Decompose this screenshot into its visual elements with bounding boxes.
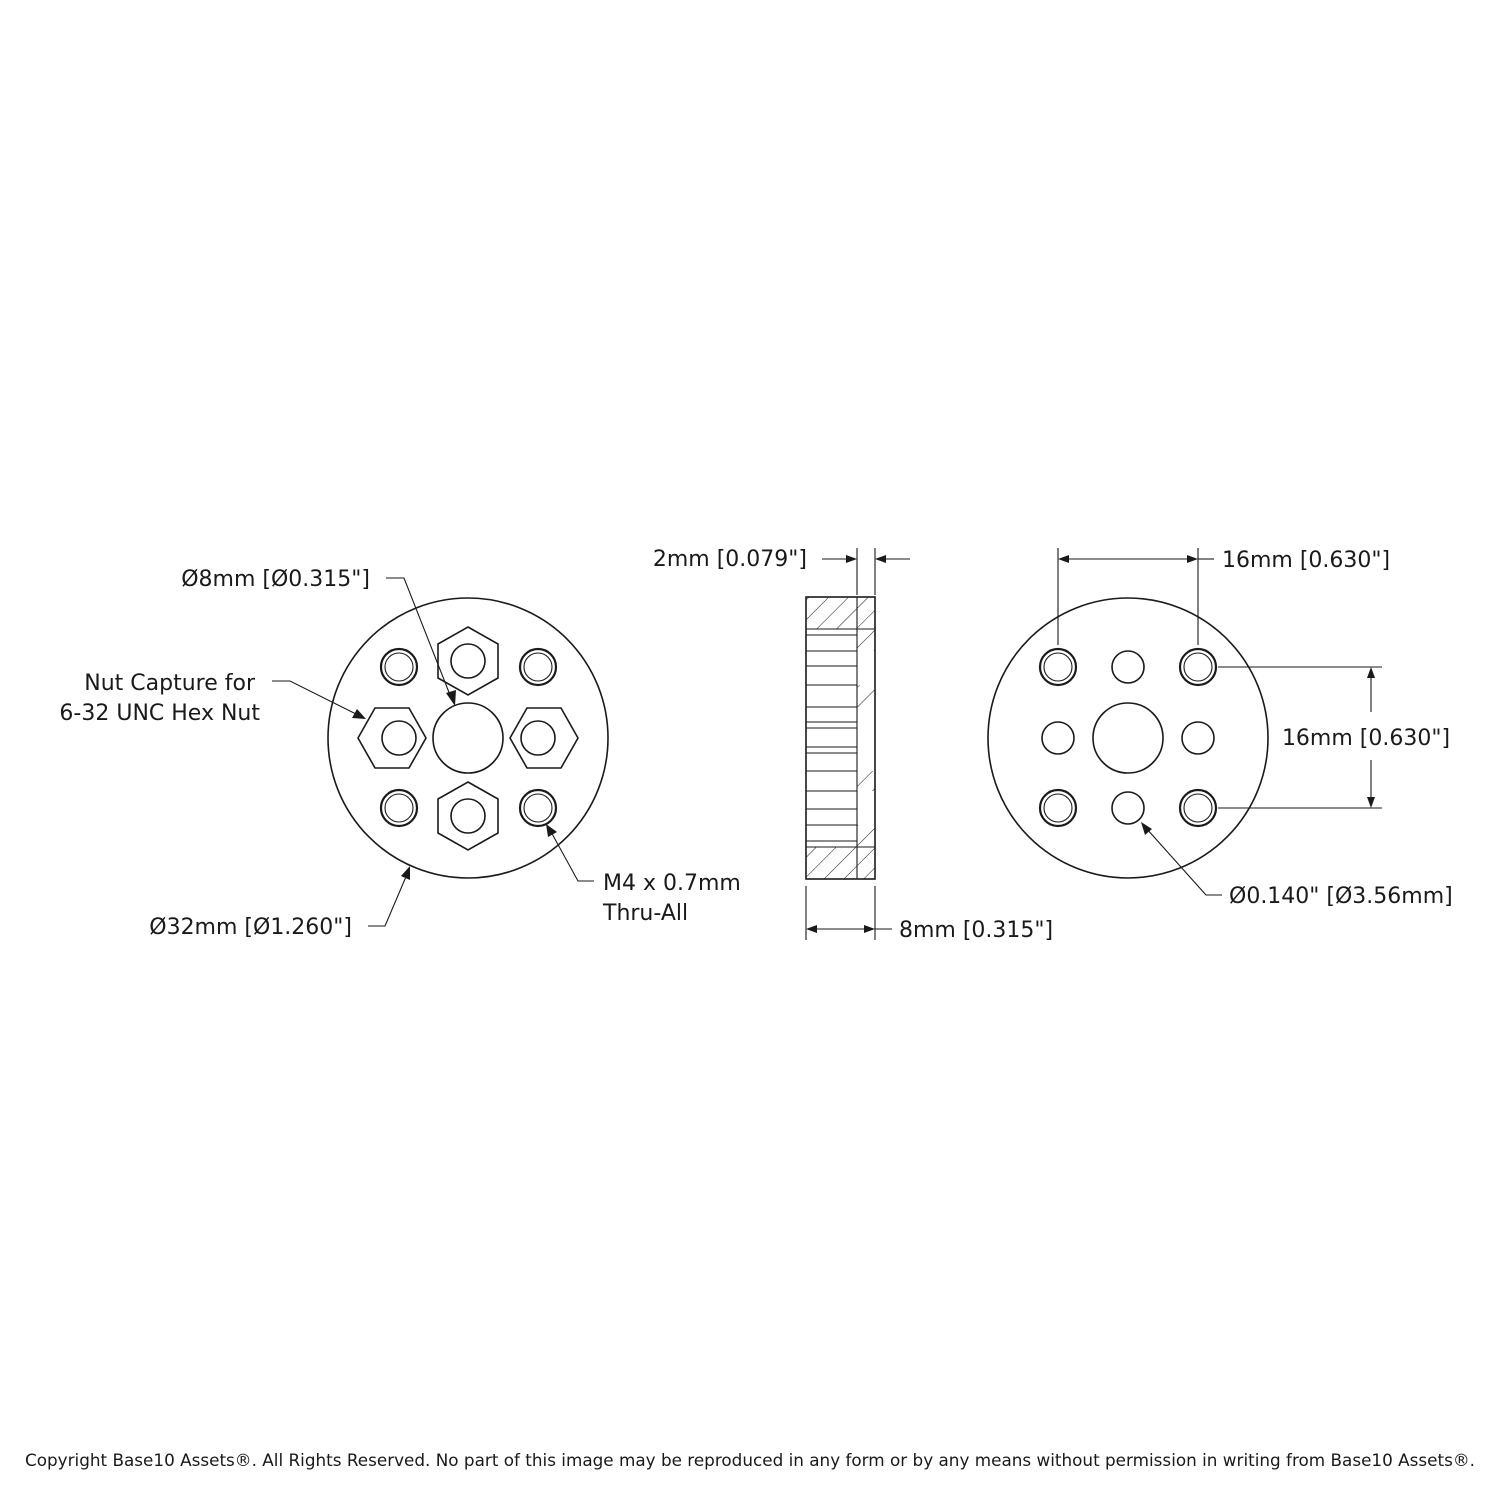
back-center-bore — [1093, 703, 1163, 773]
small-hole-label: Ø0.140" [Ø3.56mm] — [1229, 884, 1453, 909]
horizontal-spacing-label: 16mm [0.630"] — [1222, 548, 1391, 573]
small-hole-top — [1112, 651, 1144, 683]
horizontal-spacing-dimension — [1058, 548, 1214, 645]
small-hole-right — [1182, 722, 1214, 754]
tapped-hole-leader — [546, 824, 594, 881]
back-tapped-hole-bl — [1040, 790, 1076, 826]
nut-capture-top — [438, 627, 498, 695]
copyright-notice: Copyright Base10 Assets®. All Rights Reserved. No part of this image may be reproduced in any form or by any means without permission in writing from Base10 Assets®. — [25, 1451, 1475, 1471]
back-tapped-hole-br — [1180, 790, 1216, 826]
tapped-hole-label-line2: Thru-All — [603, 901, 689, 926]
back-tapped-hole-tr — [1180, 649, 1216, 685]
thickness-dimension — [806, 886, 892, 940]
vertical-spacing-label: 16mm [0.630"] — [1281, 726, 1451, 751]
outer-profile — [328, 598, 608, 878]
nut-capture-left — [358, 708, 426, 768]
recess-depth-dimension — [822, 548, 910, 595]
front-view — [59, 567, 740, 940]
nut-capture-bottom — [438, 782, 498, 850]
center-bore — [433, 703, 503, 773]
recess-depth-label: 2mm [0.079"] — [652, 547, 807, 572]
tapped-hole-bl — [381, 790, 417, 826]
tapped-hole-br — [520, 790, 556, 826]
back-tapped-hole-tl — [1040, 649, 1076, 685]
outer-diameter-leader — [368, 866, 410, 926]
back-outer-profile — [988, 598, 1268, 878]
thickness-label: 8mm [0.315"] — [899, 918, 1054, 943]
nut-capture-label-line2: 6-32 UNC Hex Nut — [59, 701, 260, 726]
small-hole-bottom — [1112, 792, 1144, 824]
tapped-hole-label-line1: M4 x 0.7mm — [603, 871, 741, 896]
outer-diameter-label: Ø32mm [Ø1.260"] — [149, 915, 352, 940]
nut-capture-label-line1: Nut Capture for — [84, 671, 255, 696]
small-hole-leader — [1141, 822, 1222, 895]
back-view — [988, 548, 1453, 909]
nut-capture-leader — [272, 681, 366, 719]
nut-capture-right — [510, 708, 578, 768]
center-bore-leader — [386, 578, 456, 706]
center-bore-label: Ø8mm [Ø0.315"] — [181, 567, 370, 592]
tapped-hole-tl — [381, 649, 417, 685]
tapped-hole-tr — [520, 649, 556, 685]
small-hole-left — [1042, 722, 1074, 754]
